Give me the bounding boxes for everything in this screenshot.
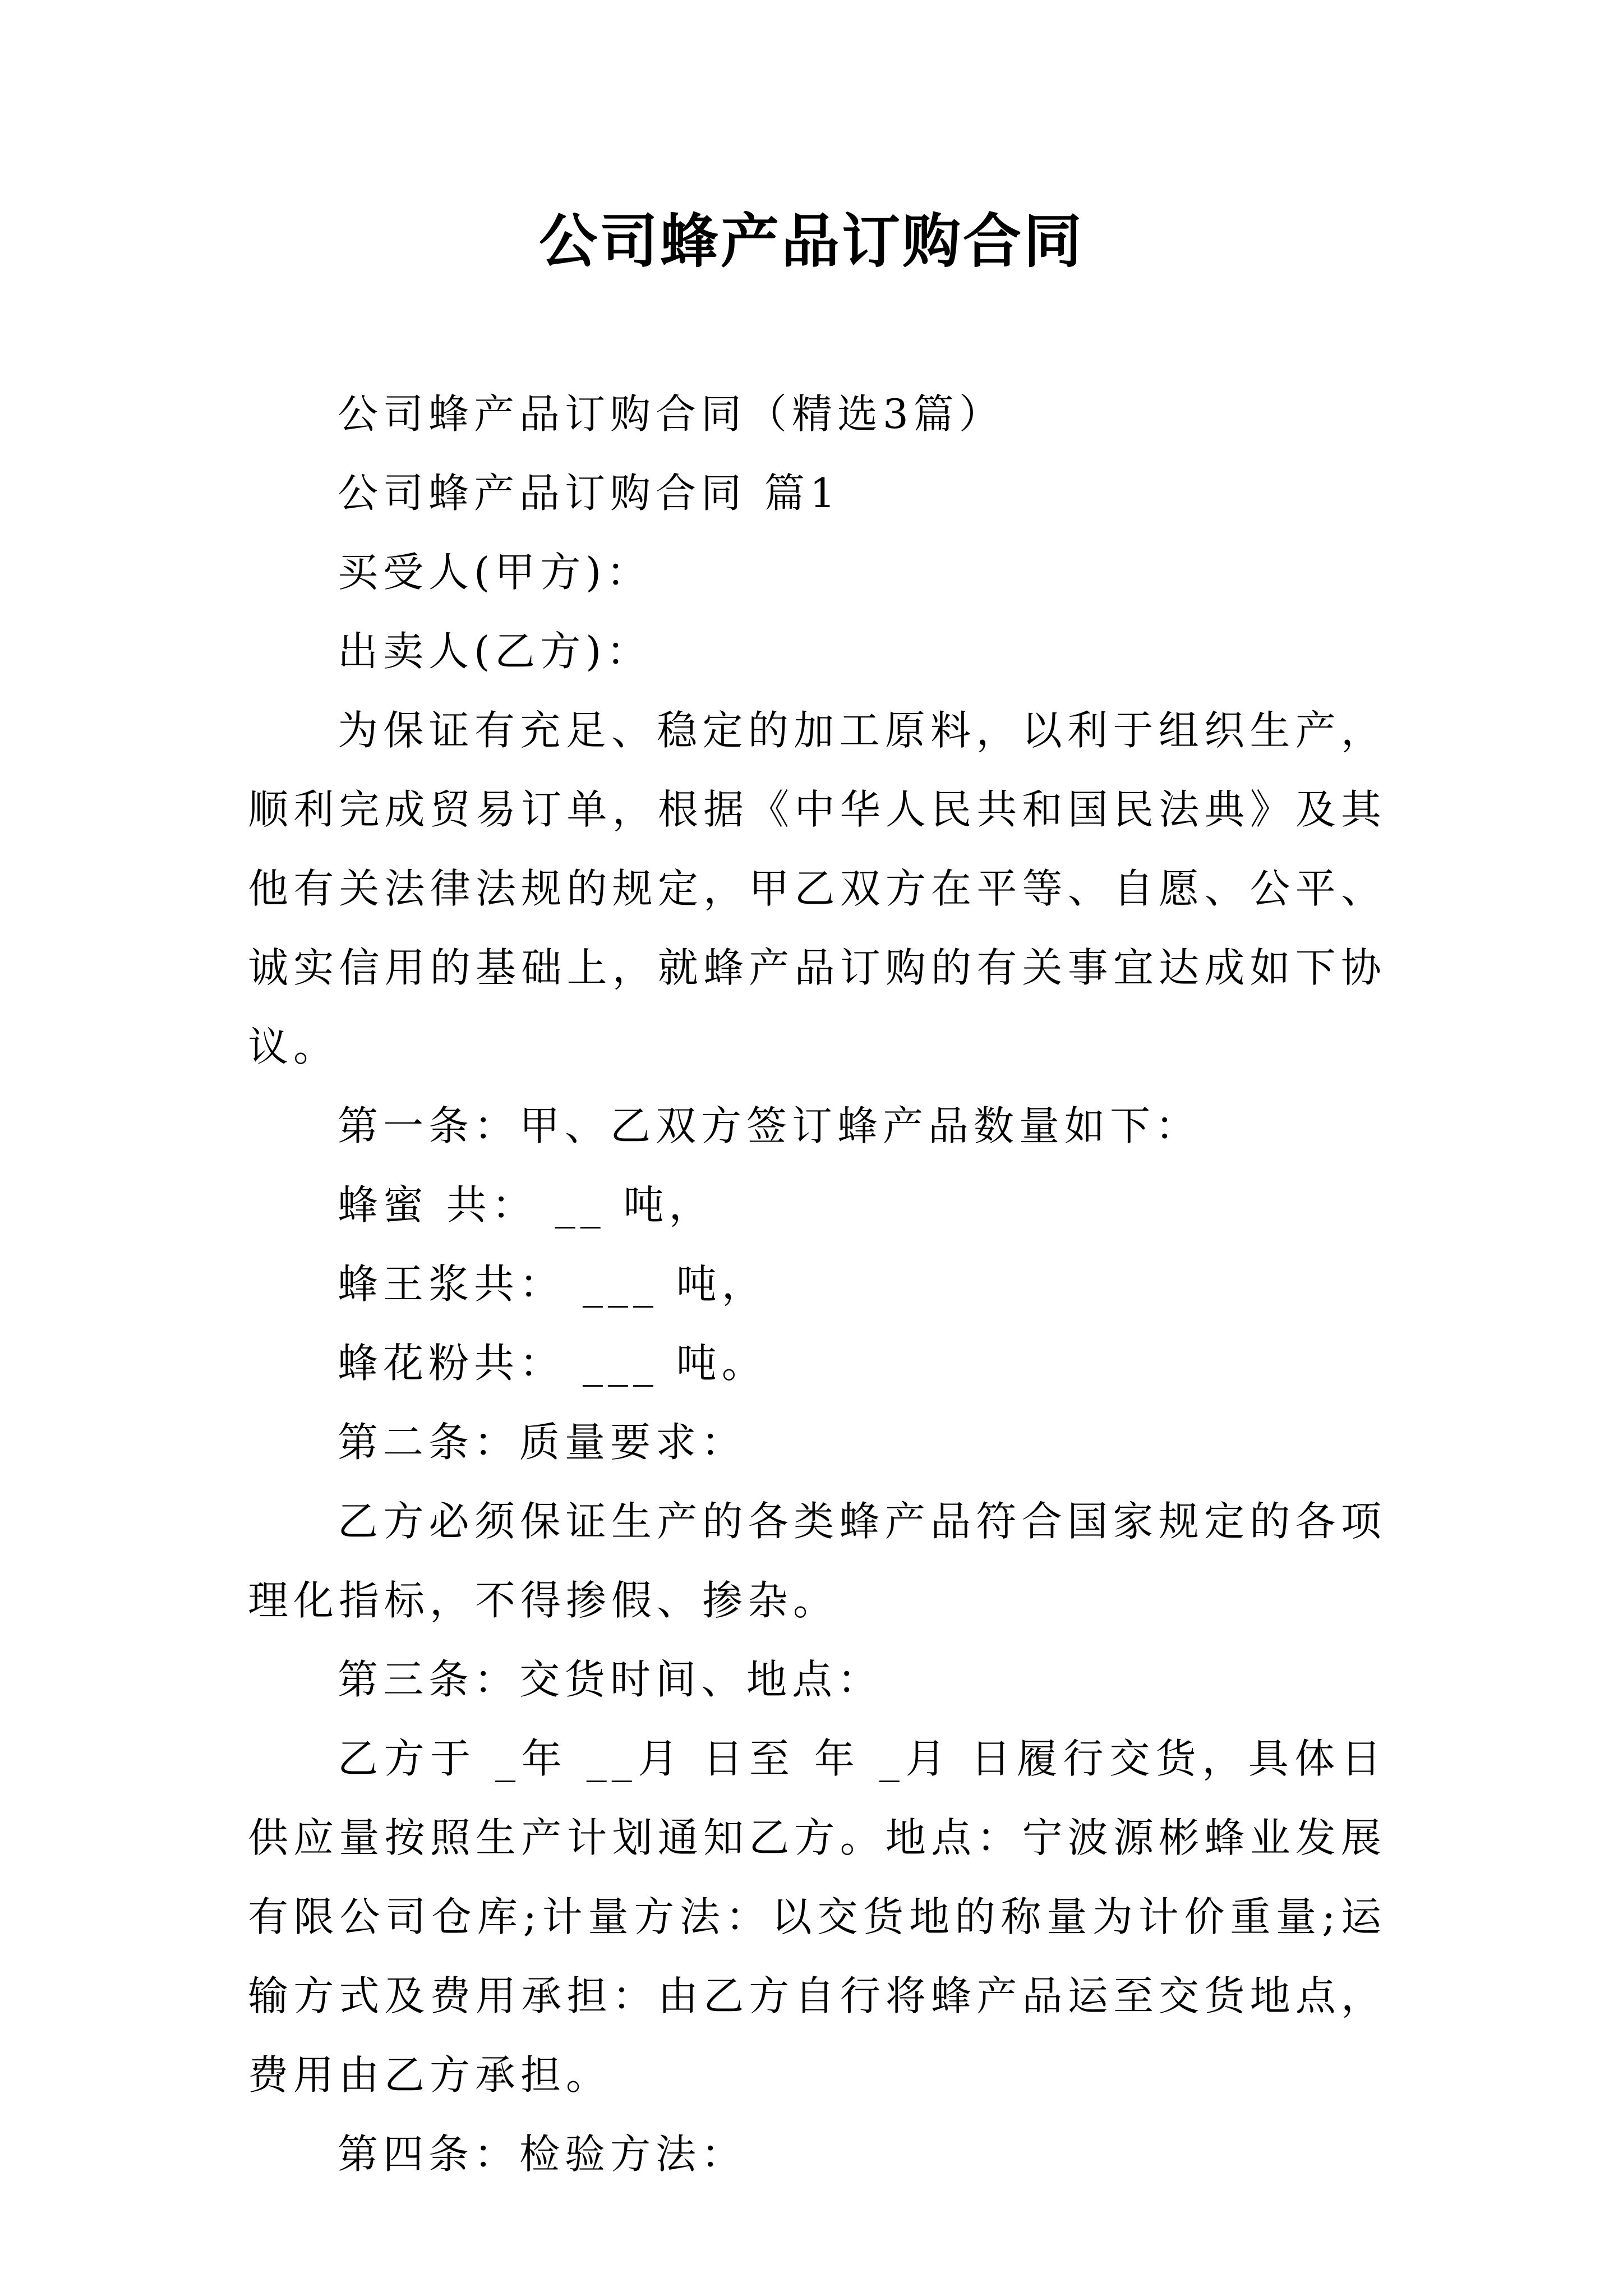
bee-pollen-quantity-line: 蜂花粉共： ___ 吨。 [338, 1340, 767, 1387]
delivery-terms-paragraph: 乙方于 _年 __月 日至 年 _月 日履行交货，具体日供应量按照生产计划通知乙方。地点：宁波源彬蜂业发展有限公司仓库;计量方法：以交货地的称量为计价重量;运输方式及费用承担：由乙方自行将蜂产品运至交货地点，费用由乙方承担。 [248, 1735, 1386, 2099]
party-a-line: 买受人(甲方)： [338, 549, 652, 596]
article-3-heading: 第三条：交货时间、地点： [338, 1656, 883, 1703]
section-heading-part-1: 公司蜂产品订购合同 篇1 [338, 470, 841, 517]
subtitle-selection: 公司蜂产品订购合同（精选3篇） [338, 390, 1004, 438]
quality-requirement-paragraph: 乙方必须保证生产的各类蜂产品符合国家规定的各项理化指标，不得掺假、掺杂。 [248, 1498, 1386, 1624]
document-body [248, 375, 1386, 2194]
article-1-heading: 第一条：甲、乙双方签订蜂产品数量如下： [338, 1102, 1201, 1149]
article-2-heading: 第二条：质量要求： [338, 1419, 747, 1466]
royal-jelly-quantity-line: 蜂王浆共： ___ 吨， [338, 1260, 767, 1308]
honey-quantity-line: 蜂蜜 共： __ 吨， [338, 1181, 714, 1228]
preamble-paragraph: 为保证有充足、稳定的加工原料，以利于组织生产，顺利完成贸易订单，根据《中华人民共和国民法典》及其他有关法律法规的规定，甲乙双方在平等、自愿、公平、诚实信用的基础上，就蜂产品订购的有关事宜达成如下协议。 [248, 707, 1386, 1070]
party-b-line: 出卖人(乙方)： [338, 628, 652, 675]
document-title: 公司蜂产品订购合同 [538, 206, 1084, 275]
article-4-heading: 第四条：检验方法： [338, 2131, 747, 2178]
